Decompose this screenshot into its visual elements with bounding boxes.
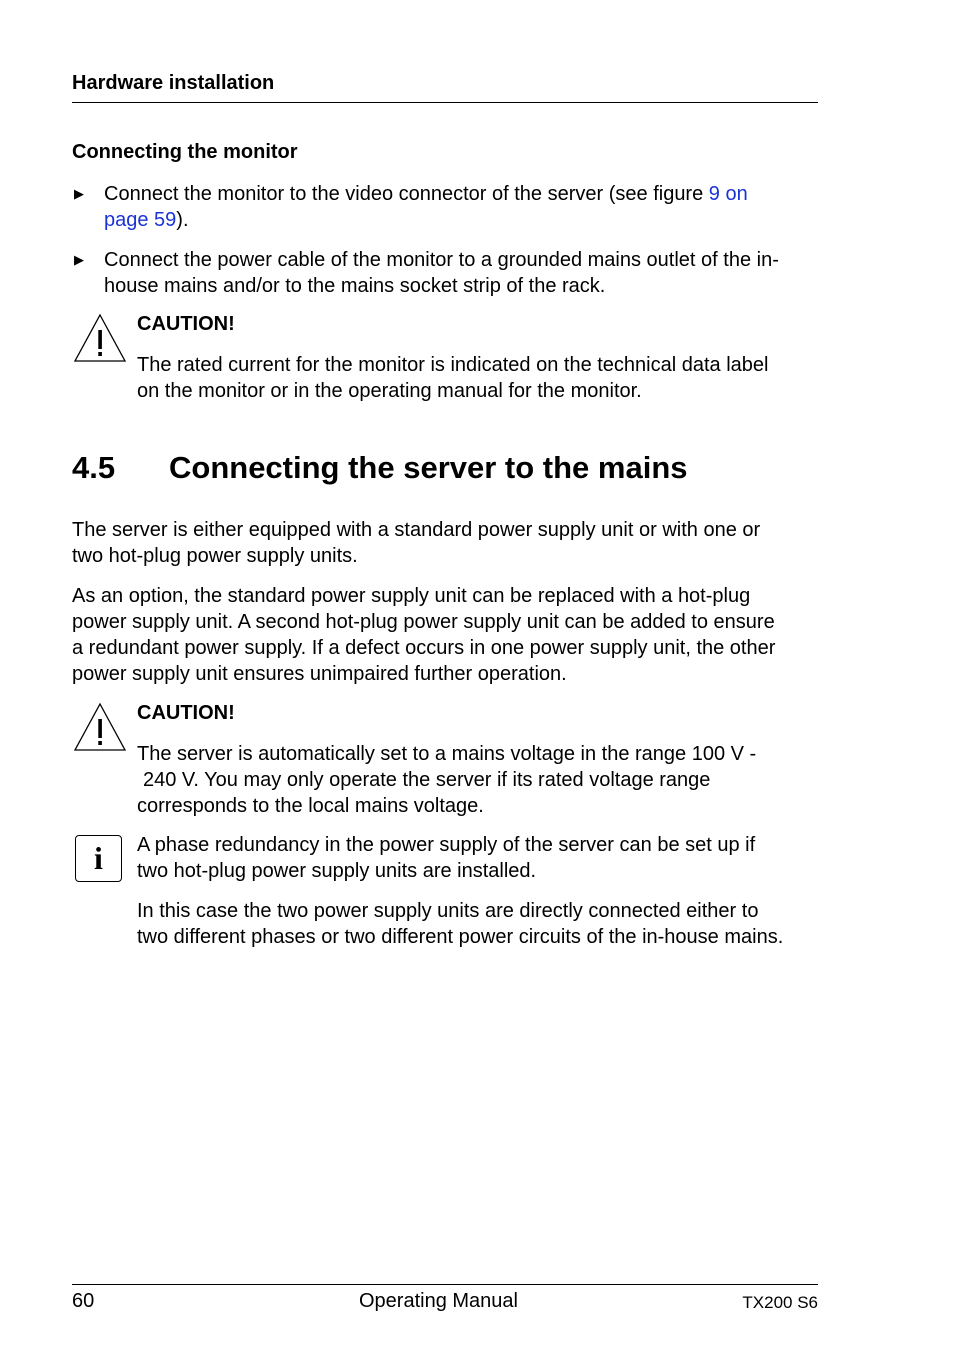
caution-label: CAUTION! bbox=[137, 702, 235, 724]
intro-para-line-1: The server is either equipped with a standard power supply unit or with one or bbox=[72, 519, 761, 541]
info-para-1-line-1: A phase redundancy in the power supply of the server can be set up if bbox=[137, 834, 756, 856]
footer-model: TX200 S6 bbox=[742, 1293, 818, 1312]
footer-rule bbox=[72, 1284, 818, 1285]
bullet-2-line-2: house mains and/or to the mains socket strip of the rack. bbox=[104, 275, 606, 297]
info-icon bbox=[75, 835, 122, 882]
info-para-1-line-2: two hot-plug power supply units are installed. bbox=[137, 860, 537, 882]
option-para-line-3: a redundant power supply. If a defect occurs in one power supply unit, the other bbox=[72, 637, 776, 659]
info-para-2-line-1: In this case the two power supply units are directly connected either to bbox=[137, 900, 759, 922]
caution-2-line-3: corresponds to the local mains voltage. bbox=[137, 795, 484, 817]
intro-para-line-2: two hot-plug power supply units. bbox=[72, 545, 358, 567]
option-para-line-2: power supply unit. A second hot-plug power supply unit can be added to ensure bbox=[72, 611, 775, 633]
bullet-2-line-1: Connect the power cable of the monitor to a grounded mains outlet of the in- bbox=[104, 249, 779, 271]
page-number: 60 bbox=[72, 1290, 95, 1312]
option-para-line-4: power supply unit ensures unimpaired further operation. bbox=[72, 663, 567, 685]
caution-1-line-2: on the monitor or in the operating manual for the monitor. bbox=[137, 380, 642, 402]
caution-2-line-2: 240 V. You may only operate the server if its rated voltage range bbox=[143, 769, 711, 791]
bullet-1-text-cont bbox=[104, 207, 189, 233]
bullet-arrow-icon: ▶ bbox=[74, 186, 84, 201]
info-glyph: i bbox=[94, 840, 103, 876]
bullet-arrow-icon: ▶ bbox=[74, 252, 84, 267]
caution-triangle-icon bbox=[73, 313, 127, 363]
caution-1-line-1: The rated current for the monitor is indicated on the technical data label bbox=[137, 354, 769, 376]
caution-label: CAUTION! bbox=[137, 313, 235, 335]
running-header-title: Hardware installation bbox=[72, 72, 275, 94]
section-number: 4.5 bbox=[72, 450, 116, 485]
page-link[interactable]: page 59 bbox=[104, 209, 177, 231]
info-para-2-line-2: two different phases or two different power circuits of the in-house mains. bbox=[137, 926, 784, 948]
footer-manual-title: Operating Manual bbox=[359, 1290, 518, 1312]
bullet-1-text bbox=[104, 181, 748, 207]
caution-2-line-1: The server is automatically set to a mains voltage in the range 100 V - bbox=[137, 743, 757, 765]
bullet-1-text-end: ). bbox=[176, 209, 189, 231]
option-para-line-1: As an option, the standard power supply unit can be replaced with a hot-plug bbox=[72, 585, 751, 607]
caution-triangle-icon bbox=[73, 702, 127, 752]
bullet-1-text-start: Connect the monitor to the video connector of the server (see figure bbox=[104, 183, 709, 205]
header-rule bbox=[72, 102, 818, 103]
subsection-heading: Connecting the monitor bbox=[72, 141, 298, 163]
section-title: Connecting the server to the mains bbox=[169, 450, 688, 485]
figure-link[interactable]: 9 on bbox=[708, 183, 748, 205]
